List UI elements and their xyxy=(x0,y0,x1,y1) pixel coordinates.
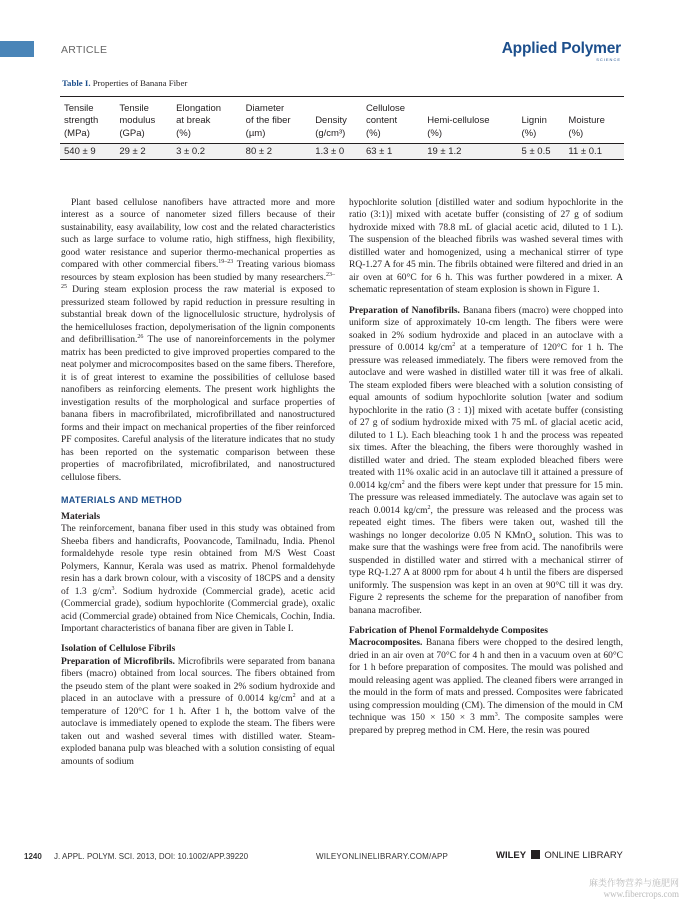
materials-paragraph: The reinforcement, banana fiber used in this study was obtained from Sheeba fibers and handicrafts, Poovancode, Tamilnadu, India. Phenol formaldehyde resole type resin obtained from M/S West Coast Polymers, Kannur, Kerala was used as matrix. Phenol formaldehyde resin has a dark brown colour, with a viscosity of 18CPS and a density of 1.3 $g/cm^3$. Sodium hydroxide (Commercial grade), acetic acid (Commercial grade), sodium hypochlorite (Commercial grade), oxalic acid (Commercial grade) obtained from Nice Chemicals, Cochin, India. Important characteristics of banana fiber are given in Table I. xyxy=(61,524,335,634)
journal-title: Applied Polymer xyxy=(501,40,621,57)
macrocomposites-paragraph: Macrocomposites. Banana fibers were chopped to the desired length, dried in an air oven at 70°C for 4 h and then in a vacuum oven at 60°C for 1 h before preparation of composites. The mould was polished and mould releasing agent was applied. The cleaned fibers were arranged in the mould in the form of mats and pressed. Composites were fabricated using compression moulding (CM). The dimension of the mould in CM technique was 150 × 150 × 3 $mm^3$. The composite samples were prepared by prepreg method in CM. Here, the resin was poured xyxy=(349,638,623,736)
table-header-row xyxy=(60,97,624,144)
table-cell: 80 ± 2 xyxy=(245,146,272,158)
table-caption-text: Properties of Banana Fiber xyxy=(92,78,188,88)
wiley-logo-icon xyxy=(531,850,540,859)
journal-subtitle: SCIENCE xyxy=(596,57,621,62)
table-caption xyxy=(62,78,187,88)
microfibrils-paragraph: Preparation of Microfibrils. Microfibrils were separated from banana fibers (macro) obtained from local sources. The fibers obtained from the pseudo stem of the plant were soaked in 2% sodium hydroxide and placed in an autoclave with a pressure of 0.0014 $kg/cm^2$ and at a temperature of 120°C for 1 h. After 1 h, the bottom valve of the autoclave is immediately opened to explode the steam. The fibers were taken out and washed several times with distilled water. Steam-exploded banana pulp was bleached with a solution consisting of equal amounts of sodium xyxy=(61,656,335,767)
table-header-cell: Density (g/cm³) xyxy=(315,115,347,139)
table-header-cell: Moisture (%) xyxy=(568,115,605,139)
table-header-cell: Hemi-cellulose (%) xyxy=(427,115,490,139)
table-header-cell: Diameter of the fiber (µm) xyxy=(245,103,291,139)
footer-website-link[interactable]: WILEYONLINELIBRARY.COM/APP xyxy=(316,852,449,861)
table-header-cell: Lignin (%) xyxy=(521,115,547,139)
table-header-cell: Tensile modulus (GPa) xyxy=(119,103,156,139)
table-cell: 29 ± 2 xyxy=(119,146,146,158)
citation-text: J. APPL. POLYM. SCI. 2013, DOI: 10.1002/APP.39220 xyxy=(54,852,249,861)
page-number: 1240 xyxy=(24,852,42,861)
header-accent-bar xyxy=(0,41,34,57)
table-cell: 11 ± 0.1 xyxy=(568,146,602,158)
journal-brand xyxy=(501,40,621,62)
table-header-cell: Tensile strength (MPa) xyxy=(64,103,99,139)
article-label: ARTICLE xyxy=(61,44,108,56)
intro-paragraph: Plant based cellulose nanofibers have attracted more and more interest as a source of nanometer sized fillers because of their sustainability, easy availability, low cost and the related characteristics such as large surface to volume ratio, high stiffness, high flexibility, good water resistance and superior thermo-mechanical properties as compared with other commercial fibers.$^{19-23}$ Treating various biomass resources by steam explosion has been studied by many researchers.$^{23-25}$ During steam explosion process the raw material is exposed to pressurized steam followed by rapid reduction in pressure resulting in substantial break down of the lignocellulosic structure, hydrolysis of the hemicelluloses fraction, depolymerisation of the lignin components and defibrillisation.$^{26}$ The use of nanoreinforcements in the polymer matrix has been predicted to give improved properties compared to the neat polymer and microcomposites based on the same fibers. Therefore, it is of great interest to examine the possibilities of cellulose based nanofibers as reinforcing elements. The present work highlights the investigation results of the morphological and surface properties of banana fibers in macrofibrilated, microfibrillated and nanostructured forms and their impact on mechanical properties of the fiber reinforced PF composites. Careful analysis of the literature indicates that no study has been reported on the systematic comparison between these properties of macrofibrilated, microfibrilated, and nanostructured cellulose fibers. xyxy=(61,198,335,483)
subsection-heading-isolation: Isolation of Cellulose Fibrils xyxy=(61,644,176,655)
properties-table xyxy=(60,96,624,160)
table-cell: 5 ± 0.5 xyxy=(521,146,551,158)
table-cell: 3 ± 0.2 xyxy=(176,146,206,158)
subsection-heading-materials: Materials xyxy=(61,511,101,522)
table-caption-label: Table I. xyxy=(62,78,91,88)
site-watermark: 麻类作物营养与施肥网 www.fibercrops.com xyxy=(588,878,679,899)
online-library-text: ONLINE LIBRARY xyxy=(544,850,623,861)
table-header-cell: Cellulose content (%) xyxy=(365,103,406,139)
table-header-cell: Elongation at break (%) xyxy=(176,103,222,139)
footer-citation xyxy=(24,852,248,861)
continuation-paragraph: hypochlorite solution [distilled water and sodium hypochlorite in the ratio (3:1)] mixed with acetate buffer (consisting of 27 g of sodium hydroxide mixed with 78.8 mL of glacial acetic acid, diluted to 1 L). The suspension of the bleached fibrils was washed several times with distilled water and homogenized, using a mechanical stirrer of type RQ-1.27 A for 45 min. The fibrils obtained were filtered and dried in an air oven at 60°C for 6 h. This was further powdered in a mixer. A schematic representation of steam explosion is shown in Figure 1. xyxy=(349,198,623,296)
table-cell: 1.3 ± 0 xyxy=(315,146,345,158)
right-column xyxy=(349,197,623,737)
wiley-brand: WILEY xyxy=(496,850,527,861)
subsection-heading-fabrication: Fabrication of Phenol Formaldehyde Composites xyxy=(349,625,548,636)
table-cell: 540 ± 9 xyxy=(64,146,96,158)
table-cell: 19 ± 1.2 xyxy=(427,146,462,158)
table-row xyxy=(60,144,624,160)
nanofibrils-paragraph: Preparation of Nanofibrils. Banana fibers (macro) were chopped into uniform size of approximately 10-cm length. The fibers were were soaked in 2% sodium hydroxide and placed in an autoclave with a pressure of 0.0014 $kg/cm^2$ at a temperature of 120°C for 1 h. The pressure was released immediately. The fibers were removed from the autoclave and were washed in distilled water till it was free of alkali. The steam exploded fibers were bleached with a solution consisting of equal amounts of sodium hypochlorite solution [water and sodium hypochlorite in the ratio (3 : 1)] mixed with acetate buffer (consisting of 27 g of sodium hydroxide mixed with 75 mL of glacial acetic acid, diluted to 1 L). Each bleaching took 1 h and the process was repeated six times. After the bleaching, the fibers were thoroughly washed in distilled water and dried. The steam exploded bleached fibers were treated with 11% oxalic acid in an autoclave till it attained a pressure of 0.0014 $kg/cm^2$ and the fibers were kept under that pressure for 15 min. The pressure was released immediately. The autoclave was again set to reach 0.0014 $kg/cm^2$, the pressure was released and the process was repeated eight times. The fibers were taken out, washed till the washings no longer decolorize 0.05 N KMnO$_4$ solution. This was to make sure that the washings were free from acid. The nanofibrils were suspended in distilled water and stirred with a mechanical stirrer of type RQ-1.27 A at 8000 rpm for about 4 h until the fibers are dispersed uniformly. The suspension was kept in an oven at 90°C till it was dry. Figure 2 represents the scheme for the preparation of nanofiber from banana macrofiber. xyxy=(349,305,624,616)
left-column xyxy=(61,197,335,768)
wiley-online-library-logo xyxy=(496,850,623,861)
section-heading-materials-method: MATERIALS AND METHOD xyxy=(61,495,182,506)
table-cell: 63 ± 1 xyxy=(365,146,393,158)
